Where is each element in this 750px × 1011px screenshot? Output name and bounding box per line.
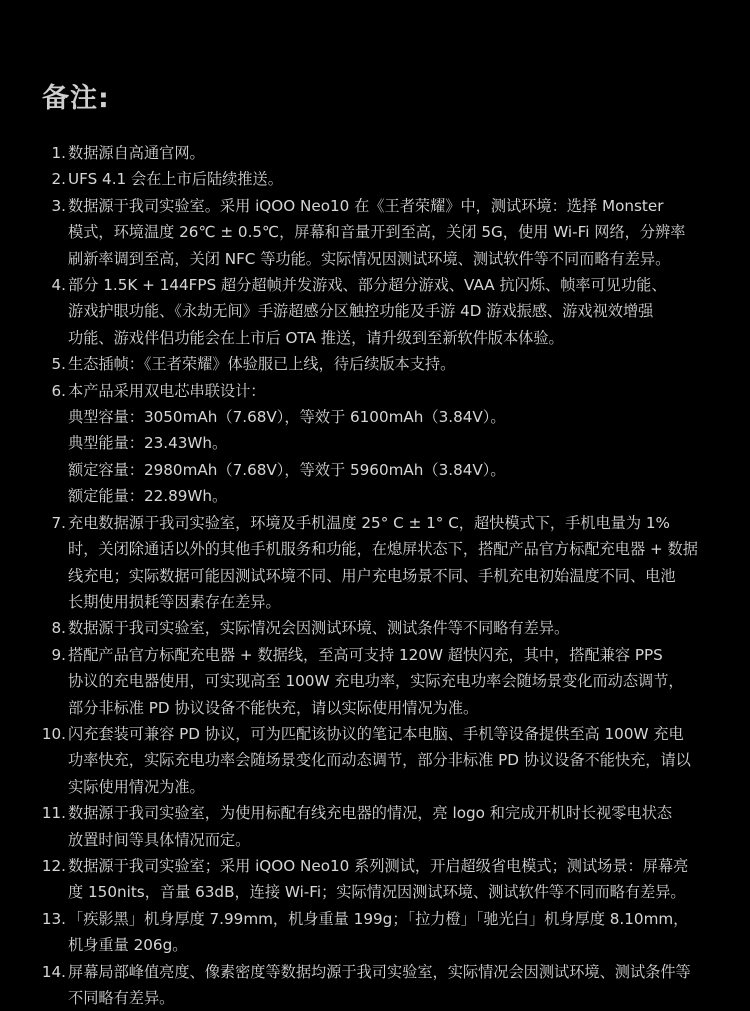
notes-list [0,140,750,1011]
note-item [0,272,750,351]
note-item [0,510,750,616]
note-line: 长期使用损耗等因素存在差异。 [68,592,281,611]
note-number: 9. [51,645,66,664]
note-line: 功率快充，实际充电功率会随场景变化而动态调节，部分非标准 PD 协议设备不能快充，请以 [68,751,691,770]
note-line: 闪充套装可兼容 PD 协议，可为匹配该协议的笔记本电脑、手机等设备提供至高 100W 充电 [68,724,684,743]
notes-title: 备注: [42,83,110,114]
note-number: 8. [51,619,66,638]
note-line: 本产品采用双电芯串联设计： [68,381,266,400]
note-number: 14. [41,962,66,981]
note-number: 6. [51,381,66,400]
note-item [0,140,750,166]
note-line: 度 150nits，音量 63dB，连接 Wi-Fi；实际情况因测试环境、测试软件等不同而略有差异。 [68,883,686,902]
note-number: 5. [51,355,66,374]
note-item [0,721,750,800]
note-number: 11. [41,804,66,823]
note-item [0,351,750,377]
note-line: 部分非标准 PD 协议设备不能快充，请以实际使用情况为准。 [68,698,479,717]
note-number: 3. [51,196,66,215]
note-item [0,959,750,1011]
note-line: 数据源于我司实验室；采用 iQOO Neo10 系列测试，开启超级省电模式；测试场景：屏幕亮 [68,856,689,875]
note-line: 数据源于我司实验室。采用 iQOO Neo10 在《王者荣耀》中，测试环境：选择 Monster [68,196,664,215]
note-number: 7. [51,513,66,532]
note-line: 实际使用情况为准。 [68,777,205,796]
note-line: 游戏护眼功能、《永劫无间》手游超感分区触控功能及手游 4D 游戏振感、游戏视效增强 [68,302,654,321]
note-number: 1. [51,144,66,162]
note-number: 12. [41,856,66,875]
note-number: 4. [51,276,66,295]
note-line: 典型能量：23.43Wh。 [68,434,228,453]
note-line: 数据源于我司实验室，实际情况会因测试环境、测试条件等不同略有差异。 [68,619,570,638]
note-line: 充电数据源于我司实验室，环境及手机温度 25° C ± 1° C，超快模式下，手机电量为 1% [68,513,670,532]
note-line: 典型容量：3050mAh（7.68V），等效于 6100mAh（3.84V）。 [68,408,506,427]
note-line: 机身重量 206g。 [68,936,188,955]
note-line: 模式，环境温度 26℃ ± 0.5℃，屏幕和音量开到至高，关闭 5G，使用 Wi-Fi 网络，分辨率 [68,223,686,242]
note-line: 放置时间等具体情况而定。 [68,830,251,849]
note-item [0,642,750,721]
note-line: 协议的充电器使用，可实现高至 100W 充电功率，实际充电功率会随场景变化而动态调节， [68,672,684,691]
note-number: 2. [51,170,66,189]
note-line: 功能、游戏伴侣功能会在上市后 OTA 推送，请升级到至新软件版本体验。 [68,328,564,347]
note-line: 线充电；实际数据可能因测试环境不同、用户充电场景不同、手机充电初始温度不同、电池 [68,566,676,585]
note-item [0,853,750,906]
note-line: 搭配产品官方标配充电器 + 数据线，至高可支持 120W 超快闪充，其中，搭配兼容 PPS [68,645,663,664]
note-line: 时，关闭除通话以外的其他手机服务和功能，在熄屏状态下，搭配产品官方标配充电器 + 数据 [68,540,698,559]
note-item [0,378,750,510]
note-item [0,906,750,959]
note-line: 生态插帧：《王者荣耀》体验服已上线，待后续版本支持。 [68,355,456,374]
note-item [0,166,750,192]
note-item [0,193,750,272]
note-line: 额定能量：22.89Wh。 [68,487,228,506]
note-number: 13. [41,909,66,928]
note-line: 额定容量：2980mAh（7.68V），等效于 5960mAh（3.84V）。 [68,460,506,479]
note-line: 「疾影黑」机身厚度 7.99mm，机身重量 199g；「拉力橙」「驰光白」机身厚度 8.10mm， [68,909,689,928]
note-line: 数据源自高通官网。 [68,144,205,162]
note-item [0,615,750,641]
note-item [0,800,750,853]
note-line: 不同略有差异。 [68,989,175,1007]
note-line: 刷新率调到至高，关闭 NFC 等功能。实际情况因测试环境、测试软件等不同而略有差异。 [68,249,671,268]
note-line: 屏幕局部峰值亮度、像素密度等数据均源于我司实验室，实际情况会因测试环境、测试条件等 [68,962,691,981]
note-line: 数据源于我司实验室，为使用标配有线充电器的情况，亮 logo 和完成开机时长视零电状态 [68,804,673,823]
note-number: 10. [41,724,66,743]
note-line: UFS 4.1 会在上市后陆续推送。 [68,170,283,189]
note-line: 部分 1.5K + 144FPS 超分超帧并发游戏、部分超分游戏、VAA 抗闪烁、帧率可见功能、 [68,276,667,295]
